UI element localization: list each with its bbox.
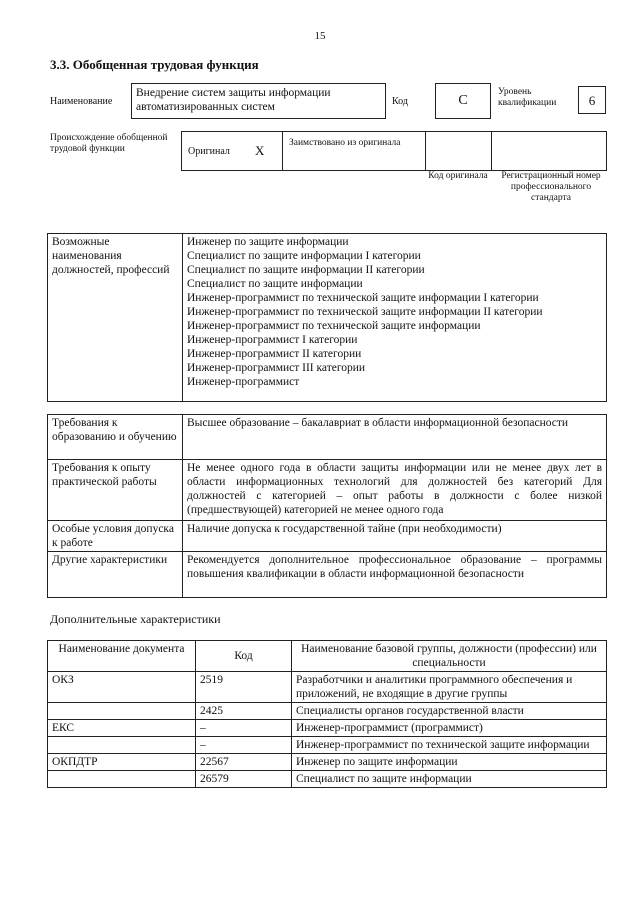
name-value: Внедрение систем защиты информации автоматизированных систем [131, 83, 386, 119]
position-item: Инженер-программист I категории [187, 334, 358, 346]
positions-label: Возможные наименования должностей, профессий [48, 234, 183, 402]
header-group-name: Наименование базовой группы, должности (профессии) или специальности [292, 641, 607, 672]
level-value: 6 [578, 86, 606, 114]
name-label: Наименование [50, 96, 113, 107]
position-item: Инженер-программист по технической защите информации [187, 320, 481, 332]
code-label: Код [392, 96, 408, 107]
row-doc: ЕКС [48, 720, 196, 737]
positions-list [183, 234, 607, 402]
position-item: Инженер-программист по технической защите информации II категории [187, 306, 543, 318]
row-doc: ОКПДТР [48, 754, 196, 771]
row-name: Разработчики и аналитики программного обеспечения и приложений, не входящие в другие группы [292, 672, 607, 703]
original-mark: Х [255, 143, 265, 158]
row-doc [48, 703, 196, 720]
page-number: 15 [314, 30, 326, 42]
position-item: Инженер-программист по технической защите информации I категории [187, 292, 539, 304]
row-name: Инженер по защите информации [292, 754, 607, 771]
row-name: Инженер-программист (программист) [292, 720, 607, 737]
row-name: Специалист по защите информации [292, 771, 607, 788]
req-education-label: Требования к образованию и обучению [48, 415, 183, 460]
position-item: Специалист по защите информации I категории [187, 250, 421, 262]
level-label: Уровень квалификации [498, 87, 557, 108]
borrowed-label: Заимствовано из оригинала [289, 138, 401, 148]
code-value: С [435, 83, 491, 119]
row-name: Инженер-программист по технической защите информации [292, 737, 607, 754]
row-doc: ОКЗ [48, 672, 196, 703]
position-item: Инженер-программист III категории [187, 362, 366, 374]
req-special-value: Наличие допуска к государственной тайне (при необходимости) [183, 521, 607, 552]
req-experience-label: Требования к опыту практической работы [48, 460, 183, 521]
header-document: Наименование документа [48, 641, 196, 672]
position-item: Специалист по защите информации [187, 278, 363, 290]
section-heading: 3.3. Обобщенная трудовая функция [50, 57, 259, 72]
additional-title: Дополнительные характеристики [50, 612, 221, 626]
header-code: Код [196, 641, 292, 672]
row-code: 26579 [196, 771, 292, 788]
origin-label: Происхождение обобщенной трудовой функции [50, 133, 168, 154]
row-code: – [196, 737, 292, 754]
position-item: Инженер-программист [187, 376, 300, 388]
row-code: 22567 [196, 754, 292, 771]
additional-table [47, 640, 607, 788]
req-education-value: Высшее образование – бакалавриат в области информационной безопасности [183, 415, 607, 460]
reg-number-caption: Регистрационный номер профессионального стандарта [501, 171, 601, 203]
row-doc [48, 771, 196, 788]
origin-divider-2 [425, 131, 426, 171]
row-name: Специалисты органов государственной власти [292, 703, 607, 720]
position-item: Инженер по защите информации [187, 236, 349, 248]
req-special-label: Особые условия допуска к работе [48, 521, 183, 552]
origin-divider-1 [282, 131, 283, 171]
original-label: Оригинал [188, 146, 230, 157]
requirements-table [47, 414, 607, 598]
row-code: 2519 [196, 672, 292, 703]
position-item: Инженер-программист II категории [187, 348, 362, 360]
positions-table [47, 233, 607, 402]
row-doc [48, 737, 196, 754]
origin-box [181, 131, 607, 171]
row-code: 2425 [196, 703, 292, 720]
position-item: Специалист по защите информации II категории [187, 264, 425, 276]
row-code: – [196, 720, 292, 737]
req-other-label: Другие характеристики [48, 552, 183, 598]
code-original-caption: Код оригинала [428, 171, 488, 181]
origin-divider-3 [491, 131, 492, 171]
req-experience-value: Не менее одного года в области защиты информации или не менее двух лет в области информационных технологий для должностей без категорий Для должностей с категорией – опыт работы в должности с более низкой (предшествующей) категорией не менее одного года [183, 460, 607, 521]
req-other-value: Рекомендуется дополнительное профессиональное образование – программы повышения квалификации в области информационной безопасности [183, 552, 607, 598]
